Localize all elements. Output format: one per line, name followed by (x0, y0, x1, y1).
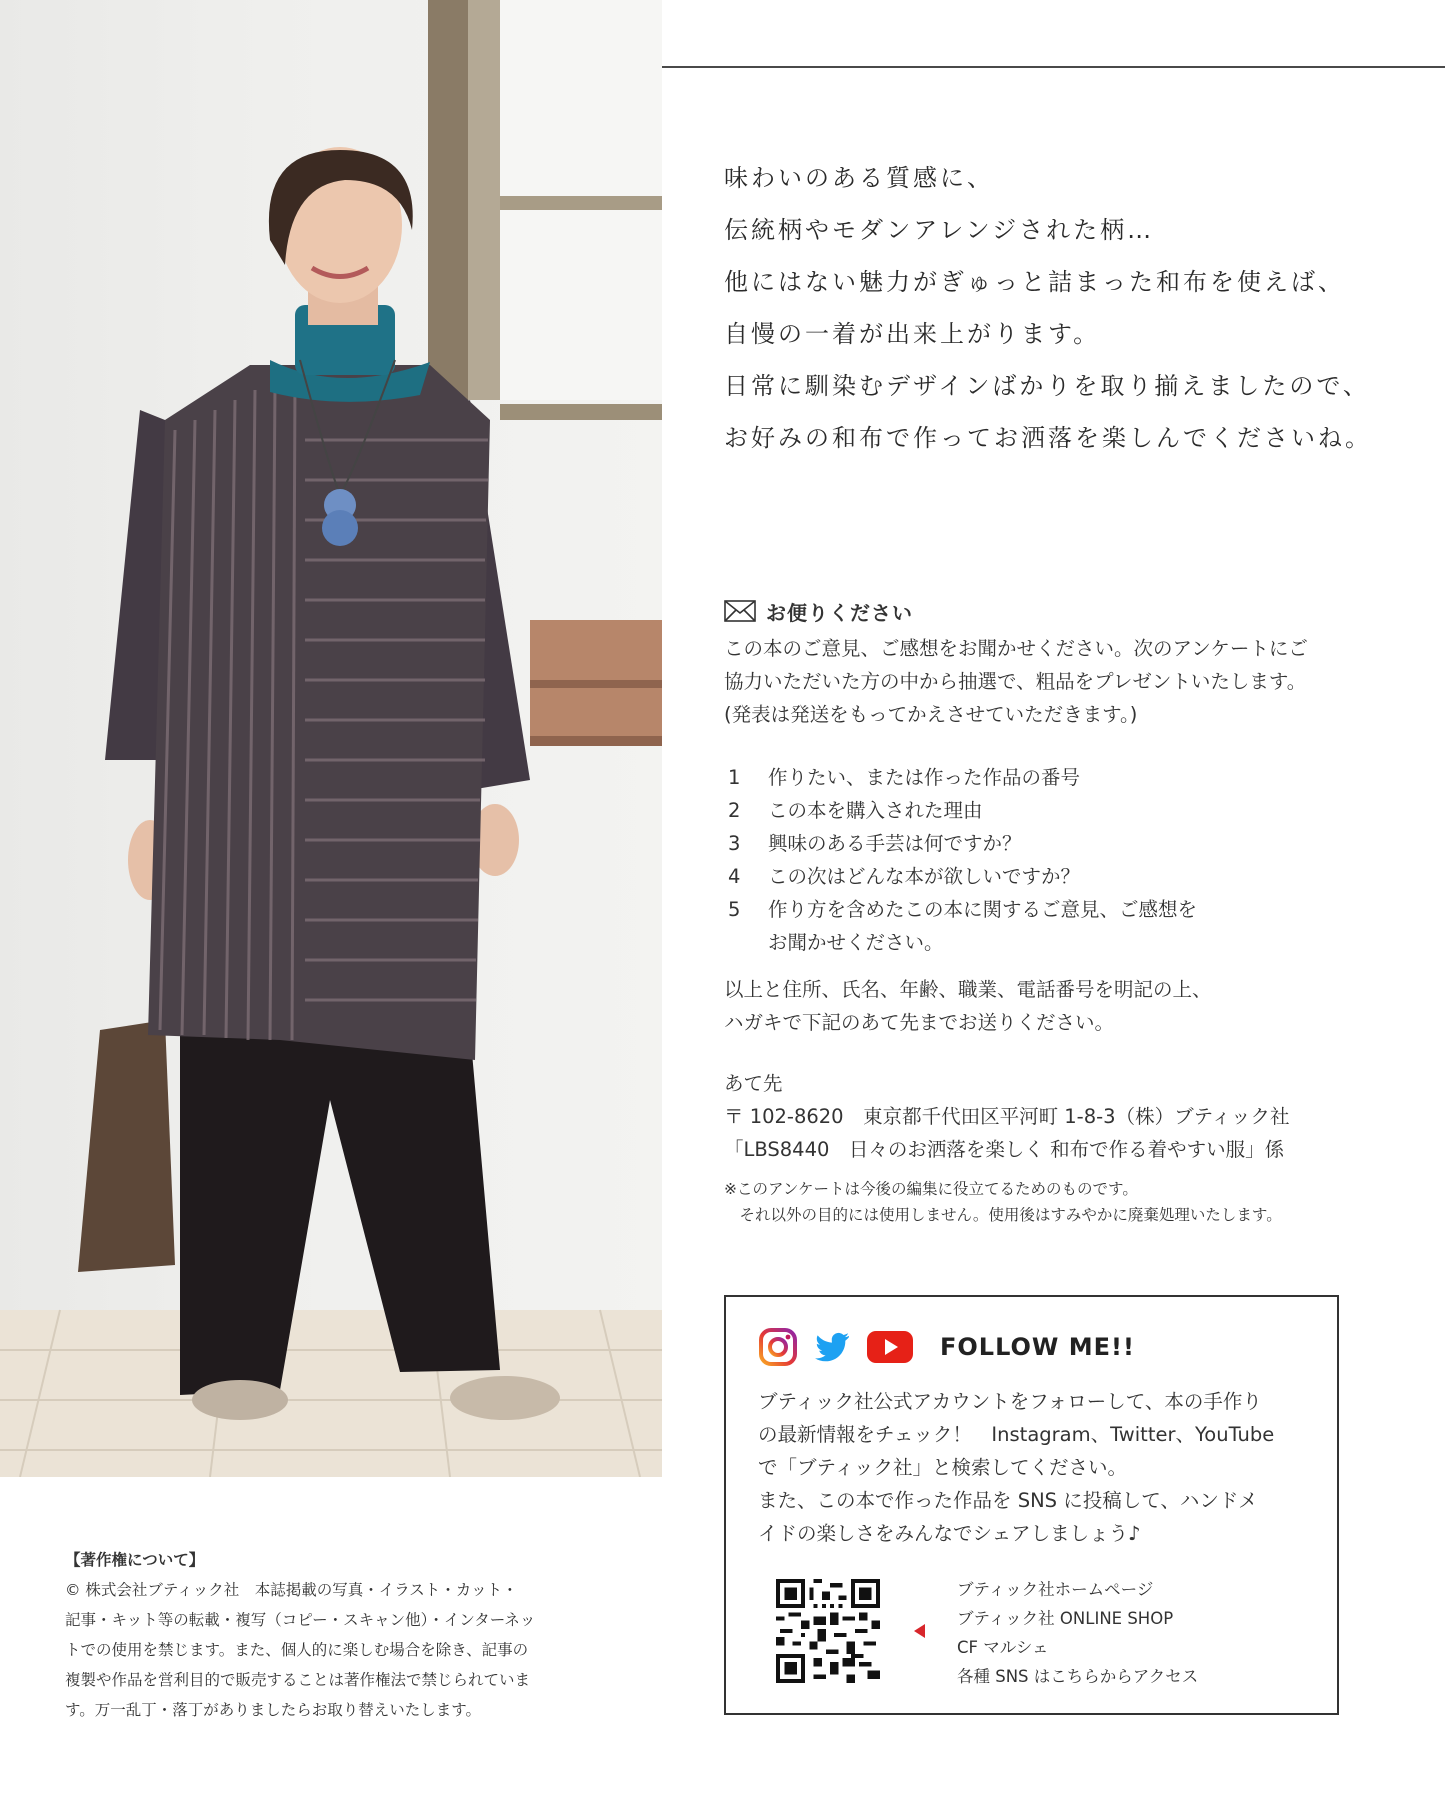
question-number (724, 926, 768, 959)
copyright-line: © 株式会社ブティック社 本誌掲載の写真・イラスト・カット・ (65, 1581, 518, 1599)
intro-text (724, 152, 1404, 464)
model-photo (0, 0, 662, 1477)
copyright-line: トでの使用を禁じます。また、個人的に楽しむ場合を除き、記事の (65, 1641, 529, 1659)
question-item (724, 860, 1364, 893)
qr-code[interactable] (776, 1579, 880, 1683)
letters-intro-line: この本のご意見、ご感想をお聞かせください。次のアンケートにご (724, 637, 1308, 660)
follow-description (758, 1385, 1318, 1550)
qr-link-item: CF マルシェ (957, 1638, 1049, 1657)
closing-line: ハガキで下記のあて先までお送りください。 (724, 1011, 1115, 1034)
privacy-note (724, 1176, 1364, 1228)
envelope-icon (724, 600, 756, 622)
letters-intro-line: (発表は発送をもってかえさせていただきます。) (724, 703, 1138, 726)
intro-line: 他にはない魅力がぎゅっと詰まった和布を使えば、 (724, 268, 1345, 296)
follow-line: で「ブティック社」と検索してください。 (758, 1456, 1127, 1479)
follow-title: FOLLOW ME!! (940, 1333, 1135, 1361)
privacy-note-line: ※このアンケートは今後の編集に役立てるためのものです。 (724, 1180, 1138, 1198)
address-line: 〒 102-8620 東京都千代田区平河町 1-8-3（株）ブティック社 (724, 1105, 1290, 1128)
question-number: 5 (728, 898, 741, 921)
intro-line: 伝統柄やモダンアレンジされた柄… (724, 216, 1155, 244)
question-text: 興味のある手芸は何ですか？ (768, 832, 1022, 855)
letters-heading (724, 596, 1364, 626)
question-text: この本を購入された理由 (768, 799, 983, 822)
copyright-notice (65, 1545, 605, 1725)
question-number: 1 (728, 766, 741, 789)
follow-header (758, 1327, 1135, 1367)
question-item (724, 794, 1364, 827)
copyright-line: す。万一乱丁・落丁がありましたらお取り替えいたします。 (65, 1701, 482, 1719)
follow-line: の最新情報をチェック！ Instagram、Twitter、YouTube (758, 1423, 1275, 1446)
privacy-note-line: それ以外の目的には使用しません。使用後はすみやかに廃棄処理いたします。 (724, 1206, 1282, 1224)
address-label: あて先 (724, 1072, 783, 1095)
follow-line: イドの楽しさをみんなでシェアしましょう♪ (758, 1522, 1141, 1545)
question-item (724, 827, 1364, 860)
instagram-icon[interactable] (758, 1327, 798, 1367)
letters-title: お便りください (766, 600, 913, 625)
qr-link-item: ブティック社ホームページ (957, 1580, 1154, 1599)
intro-line: 味わいのある質感に、 (724, 164, 994, 192)
question-item (724, 926, 1364, 959)
question-text: 作り方を含めたこの本に関するご意見、ご感想を (768, 898, 1198, 921)
qr-link-item: ブティック社 ONLINE SHOP (957, 1609, 1174, 1628)
follow-line: また、この本で作った作品を SNS に投稿して、ハンドメ (758, 1489, 1258, 1512)
copyright-line: 記事・キット等の転載・複写（コピー・スキャン他）・インターネッ (65, 1611, 536, 1629)
model-photo-illustration (0, 0, 662, 1477)
top-rule (662, 66, 1445, 68)
qr-link-item: 各種 SNS はこちらからアクセス (957, 1667, 1199, 1686)
question-number: 4 (728, 865, 741, 888)
twitter-icon[interactable] (812, 1327, 852, 1367)
question-number: 3 (728, 832, 741, 855)
question-text: この次はどんな本が欲しいですか？ (768, 865, 1081, 888)
intro-line: 日常に馴染むデザインばかりを取り揃えましたので、 (724, 372, 1370, 400)
qr-link-list (957, 1575, 1198, 1691)
intro-line: 自慢の一着が出来上がります。 (724, 320, 1101, 348)
address-line: 「LBS8440 日々のお洒落を楽しく 和布で作る着やすい服」係 (724, 1138, 1285, 1161)
intro-line: お好みの和布で作ってお洒落を楽しんでくださいね。 (724, 424, 1372, 452)
follow-box (724, 1295, 1339, 1715)
question-list (724, 761, 1364, 959)
copyright-heading: 【著作権について】 (65, 1551, 205, 1569)
letters-intro-line: 協力いただいた方の中から抽選で、粗品をプレゼントいたします。 (724, 670, 1307, 693)
question-item (724, 761, 1364, 794)
arrow-left-icon (914, 1624, 925, 1638)
letters-section (724, 596, 1364, 1228)
question-text: お聞かせください。 (768, 931, 944, 954)
copyright-line: 複製や作品を営利目的で販売することは著作権法で禁じられていま (65, 1671, 531, 1689)
youtube-icon[interactable] (866, 1327, 914, 1367)
question-text: 作りたい、または作った作品の番号 (768, 766, 1081, 789)
closing-line: 以上と住所、氏名、年齢、職業、電話番号を明記の上、 (724, 978, 1212, 1001)
question-item (724, 893, 1364, 926)
question-number: 2 (728, 799, 741, 822)
follow-line: ブティック社公式アカウントをフォローして、本の手作り (758, 1390, 1262, 1413)
